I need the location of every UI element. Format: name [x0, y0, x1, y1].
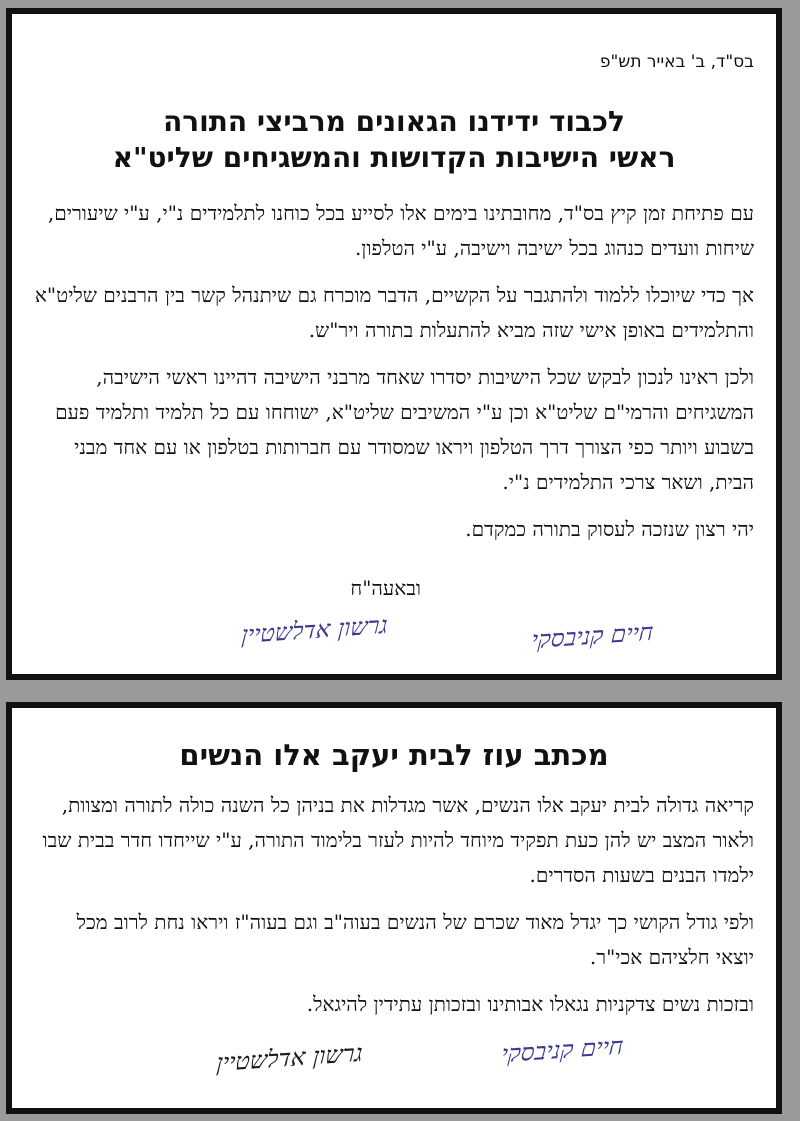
signatures	[12, 602, 776, 672]
letter-beis-yaakov	[6, 702, 782, 1114]
paragraph: ובזכות נשים צדקניות נגאלו אבותינו ובזכותן עתידין להיגאל.	[306, 992, 754, 1016]
date-line: בס"ד, ב' באייר תש"פ	[599, 52, 754, 72]
closing-line: ובאעה"ח	[350, 576, 421, 600]
signatures	[12, 1026, 776, 1096]
signature-edelstein: גרשון אדלשטיין	[240, 610, 389, 650]
paragraph: קריאה גדולה לבית יעקב אלו הנשים, אשר מגדלות את בניהן כל השנה כולה לתורה ומצוות, ולאור המצב יש להן כעת תפקיד מיוחד להיות לעזר בלימוד התורה, ע"י שייחדו חדר בבית שבו ילמדו הבנים בשעות הסדרים.	[42, 793, 754, 887]
letter-title: מכתב עוז לבית יעקב אלו הנשים	[179, 738, 609, 772]
signature-edelstein: גרשון אדלשטיין	[215, 1038, 364, 1078]
paragraph: ולפי גודל הקושי כך יגדל מאוד שכרם של הנשים בעוה"ב וגם בעוה"ז ויראו נחת לרוב מכל יוצאי חלציהם אכי"ר.	[76, 910, 754, 969]
title-line-1: לכבוד ידידנו הגאונים מרביצי התורה	[163, 105, 625, 138]
letter-yeshiva-heads	[6, 8, 782, 680]
paragraph: יהי רצון שנזכה לעסוק בתורה כמקדם.	[465, 517, 754, 541]
signature-kanievsky: חיים קניבסקי	[530, 617, 655, 655]
paragraph: אך כדי שיוכלו ללמוד ולהתגבר על הקשיים, הדבר מוכרח גם שיתנהל קשר בין הרבנים שליט"א והתלמידים באופן אישי שזה מביא להתעלות בתורה ויר"ש.	[34, 283, 754, 342]
letter-title	[12, 104, 776, 176]
signature-kanievsky: חיים קניבסקי	[500, 1031, 625, 1069]
title-line-2: ראשי הישיבות הקדושות והמשגיחים שליט"א	[112, 141, 676, 174]
letter-body	[34, 788, 754, 1034]
letter-body	[34, 196, 754, 559]
paragraph: ולכן ראינו לנכון לבקש שכל הישיבות יסדרו שאחד מרבני הישיבה דהיינו ראשי הישיבה, המשגיחים והרמי"ם שליט"א וכן ע"י המשיבים שליט"א, ישוחחו עם כל תלמיד ותלמיד פעם בשבוע ויותר כפי הצורך דרך הטלפון ויראו שמסודר עם חברותות בטלפון או עם אחד מבני הבית, ושאר צרכי התלמידים נ"י.	[55, 365, 754, 494]
paragraph: עם פתיחת זמן קיץ בס"ד, מחובתינו בימים אלו לסייע בכל כוחנו לתלמידים נ"י, ע"י שיעורים, שיחות וועדים כנהוג בכל ישיבה וישיבה, ע"י הטלפון.	[47, 201, 754, 260]
